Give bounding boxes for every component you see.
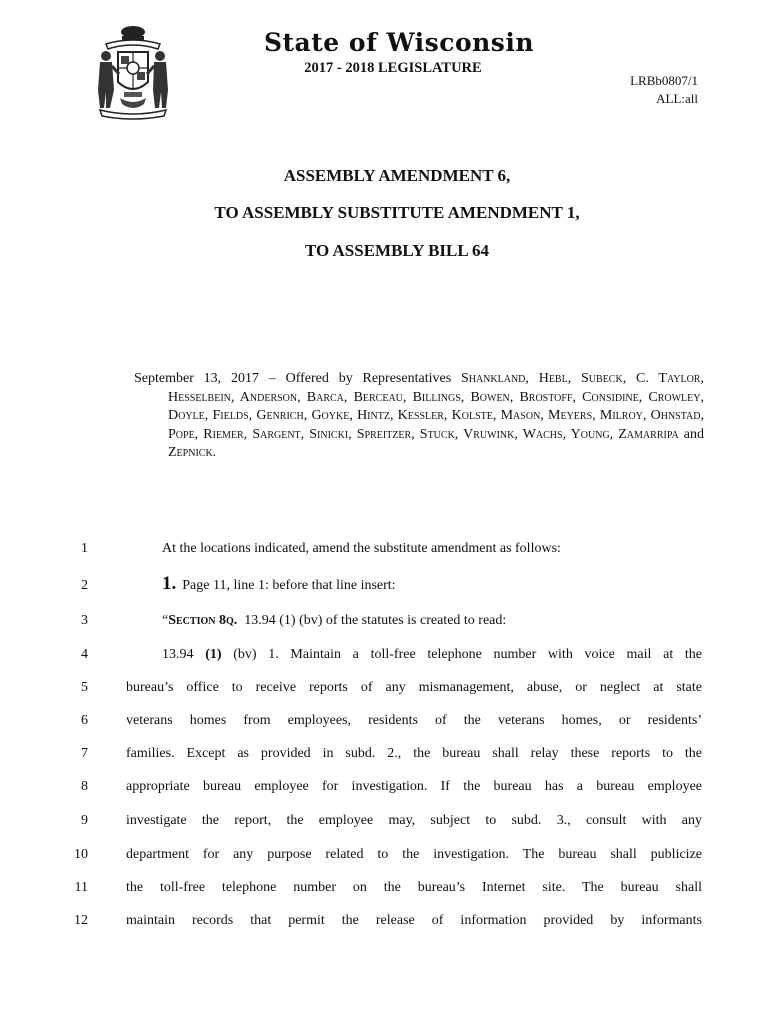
body-line: veterans homes from employees, residents of the veterans homes, or residents’: [126, 713, 702, 728]
line-number: 11: [74, 880, 88, 895]
body-line: department for any purpose related to the investigation. The bureau shall publicize: [126, 847, 702, 862]
offered-intro: September 13, 2017 – Offered by Representatives: [134, 371, 461, 386]
instruction-text: Page 11, line 1: before that line insert:: [182, 578, 396, 593]
sponsor-names: Shankland, Hebl, Subeck, C. Taylor, Hesselbein, Anderson, Barca, Berceau, Billings, Bowen, Brostoff, Considine, Crowley, Doyle, Fields, Genrich, Goyke, Hintz, Kessler, Kolste, Mason, Meyers, Milroy, Ohnstad, Pope, Riemer, Sargent, Sinicki, Spreitzer, Stuck, Vruwink, Wachs, Young, Zamarripa: [168, 371, 704, 442]
heading-amendment: ASSEMBLY AMENDMENT 6,: [283, 166, 511, 185]
line-number: 10: [74, 847, 88, 862]
open-quote: “: [162, 613, 169, 628]
body-line: the toll-free telephone number on the bureau’s Internet site. The bureau shall: [126, 880, 702, 895]
statute-text: (bv) 1. Maintain a toll-free telephone number with voice mail at the: [221, 647, 703, 662]
section-text: 13.94 (1) (bv) of the statutes is created to read:: [237, 613, 507, 628]
section-label: Section 8q.: [168, 613, 238, 628]
line-number: 7: [81, 746, 88, 761]
body-line: [126, 647, 702, 663]
line-number: 12: [74, 913, 88, 928]
lrb-reference: [630, 72, 698, 108]
line-number: 5: [81, 680, 88, 695]
line-number: 4: [81, 647, 88, 662]
offered-period: .: [212, 445, 217, 460]
body-line: families. Except as provided in subd. 2., the bureau shall relay these reports to the: [126, 746, 702, 761]
line-number: 1: [81, 541, 88, 556]
line-number: 3: [81, 613, 88, 628]
line-number: 6: [81, 713, 88, 728]
body-line: [126, 573, 702, 595]
lrb-number: LRBb0807/1: [630, 73, 698, 88]
line-number: 8: [81, 779, 88, 794]
instruction-number: 1.: [162, 573, 177, 594]
statute-number: 13.94: [162, 647, 206, 662]
line-number: 9: [81, 813, 88, 828]
state-title: State of Wisconsin: [263, 28, 535, 57]
state-seal-icon: [92, 22, 174, 120]
heading-substitute: TO ASSEMBLY SUBSTITUTE AMENDMENT 1,: [214, 203, 580, 222]
heading-bill: TO ASSEMBLY BILL 64: [304, 241, 490, 260]
body-line: maintain records that permit the release of information provided by informants: [126, 913, 702, 928]
body-line: appropriate bureau employee for investigation. If the bureau has a bureau employee: [126, 779, 702, 794]
legislature-session: 2017 - 2018 LEGISLATURE: [304, 60, 482, 76]
statute-subsection: (1): [205, 647, 222, 662]
lrb-code: ALL:all: [656, 91, 698, 106]
sponsor-last: Zepnick: [168, 445, 213, 460]
offered-by-paragraph: [134, 370, 704, 463]
line-number: 2: [81, 578, 88, 593]
body-line: At the locations indicated, amend the substitute amendment as follows:: [162, 541, 561, 556]
body-line: [126, 613, 702, 629]
body-line: bureau’s office to receive reports of any mismanagement, abuse, or neglect at state: [126, 680, 702, 695]
offered-and: and: [678, 426, 704, 442]
body-line: investigate the report, the employee may, subject to subd. 3., consult with any: [126, 813, 702, 828]
